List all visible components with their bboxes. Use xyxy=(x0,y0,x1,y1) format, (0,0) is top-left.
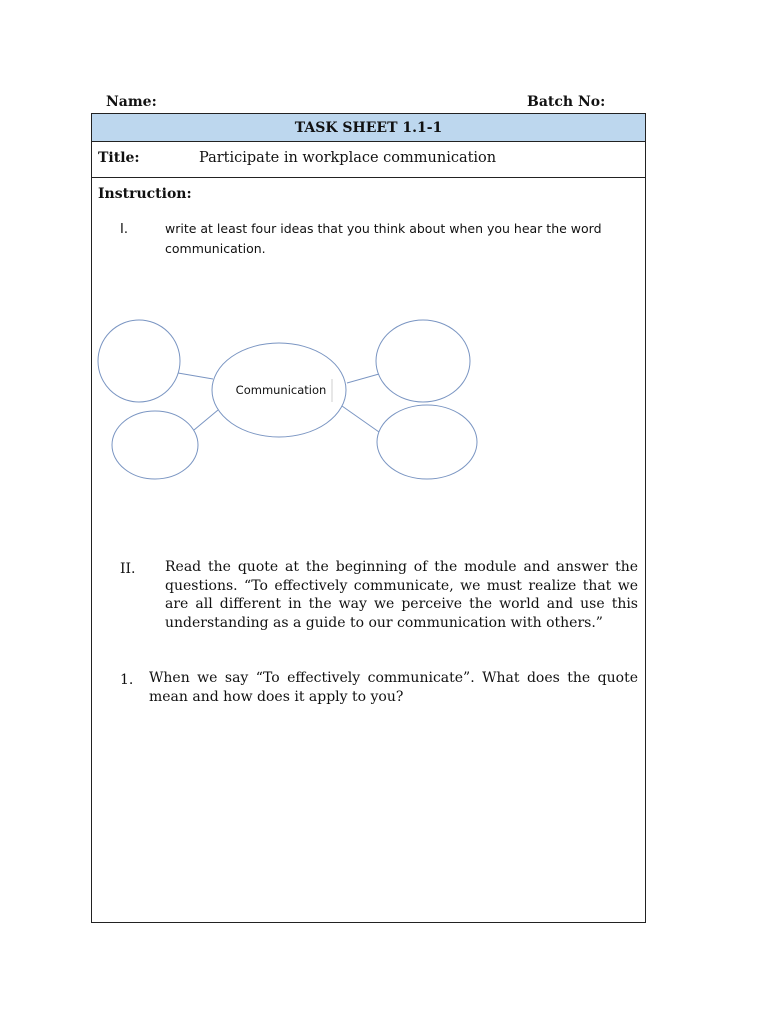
center-bubble-label: Communication xyxy=(235,383,327,397)
task-sheet xyxy=(91,113,646,923)
task-sheet-heading: TASK SHEET 1.1-1 xyxy=(92,114,645,142)
title-label: Title: xyxy=(98,150,140,166)
item-number: I. xyxy=(120,222,128,237)
item-text: write at least four ideas that you think about when you hear the word communication. xyxy=(165,221,602,256)
idea-bubble-bottom-right xyxy=(377,405,477,479)
instruction-label: Instruction: xyxy=(98,186,192,202)
item-number: II. xyxy=(120,561,136,577)
mind-map-diagram xyxy=(92,314,492,489)
batch-number-label: Batch No: xyxy=(527,94,606,110)
connector-line xyxy=(194,410,218,430)
connector-line xyxy=(178,373,213,379)
name-label: Name: xyxy=(106,94,157,110)
title-value: Participate in workplace communication xyxy=(199,150,497,166)
connector-line xyxy=(347,374,379,383)
connector-line xyxy=(342,406,379,432)
title-row xyxy=(92,142,645,178)
idea-bubble-bottom-left xyxy=(112,411,198,479)
idea-bubble-top-right xyxy=(376,320,470,402)
question-number: 1. xyxy=(120,672,134,688)
idea-bubble-top-left xyxy=(98,320,180,402)
question-text: When we say “To effectively communicate”. What does the quote mean and how does it apply to you? xyxy=(149,670,638,705)
item-text: Read the quote at the beginning of the module and answer the questions. “To effectively communicate, we must realize that we are all different in the way we perceive the world and use this understanding as a guide to our communication with others.” xyxy=(165,559,638,631)
